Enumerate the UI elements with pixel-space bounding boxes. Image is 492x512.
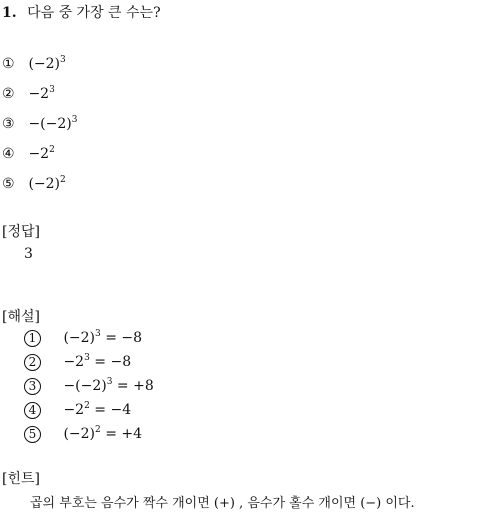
choice-5	[2, 176, 66, 192]
choice-base: −(−2)	[28, 116, 72, 132]
choice-base: (−2)	[28, 56, 61, 72]
question-text: 다음 중 가장 큰 수는?	[27, 5, 161, 21]
explanation-item-3	[24, 378, 154, 395]
choice-exponent: 3	[60, 55, 66, 65]
choice-1	[2, 56, 66, 72]
expl-exponent: 2	[95, 425, 101, 435]
expl-base: −(−2)	[63, 378, 107, 394]
choice-marker: ③	[2, 116, 15, 132]
expl-exponent: 2	[84, 401, 90, 411]
expl-rest: = −8	[89, 354, 132, 370]
expl-exponent: 3	[95, 329, 101, 339]
expl-base: (−2)	[63, 426, 96, 442]
hint-label: [힌트]	[2, 471, 40, 487]
expl-rest: = −4	[89, 402, 132, 418]
ringed-number: 5	[24, 426, 41, 443]
ringed-number: 2	[24, 354, 41, 371]
choice-base: −2	[28, 146, 50, 162]
choice-marker: ⑤	[2, 176, 15, 192]
answer-label: [정답]	[2, 224, 40, 240]
choice-base: (−2)	[28, 176, 61, 192]
expl-base: −2	[63, 402, 85, 418]
choice-marker: ①	[2, 56, 15, 72]
choice-4	[2, 146, 55, 162]
expl-rest: = +4	[100, 426, 143, 442]
choice-marker: ④	[2, 146, 15, 162]
expl-rest: = +8	[112, 378, 154, 394]
question	[2, 2, 161, 22]
expl-rest: = −8	[100, 330, 143, 346]
explanation-item-2	[24, 354, 131, 371]
explanation-label: [해설]	[2, 309, 40, 325]
hint-text: 곱의 부호는 음수가 짝수 개이면 (+) , 음수가 홀수 개이면 (−) 이다.	[30, 496, 415, 511]
answer-value: 3	[24, 246, 33, 262]
choice-marker: ②	[2, 86, 15, 102]
choice-exponent: 3	[71, 115, 78, 125]
ringed-number: 1	[24, 330, 41, 347]
question-number: 1.	[2, 5, 17, 21]
explanation-item-1	[24, 330, 142, 347]
choice-base: −2	[28, 86, 50, 102]
choice-2	[2, 86, 55, 102]
expl-exponent: 3	[84, 353, 90, 363]
choice-exponent: 2	[49, 145, 55, 155]
ringed-number: 3	[24, 378, 41, 395]
choice-exponent: 3	[49, 85, 55, 95]
expl-base: −2	[63, 354, 85, 370]
ringed-number: 4	[24, 402, 41, 419]
explanation-item-5	[24, 426, 142, 443]
choice-3	[2, 116, 77, 132]
choice-exponent: 2	[60, 175, 66, 185]
explanation-item-4	[24, 402, 131, 419]
expl-exponent: 3	[106, 377, 113, 387]
expl-base: (−2)	[63, 330, 96, 346]
